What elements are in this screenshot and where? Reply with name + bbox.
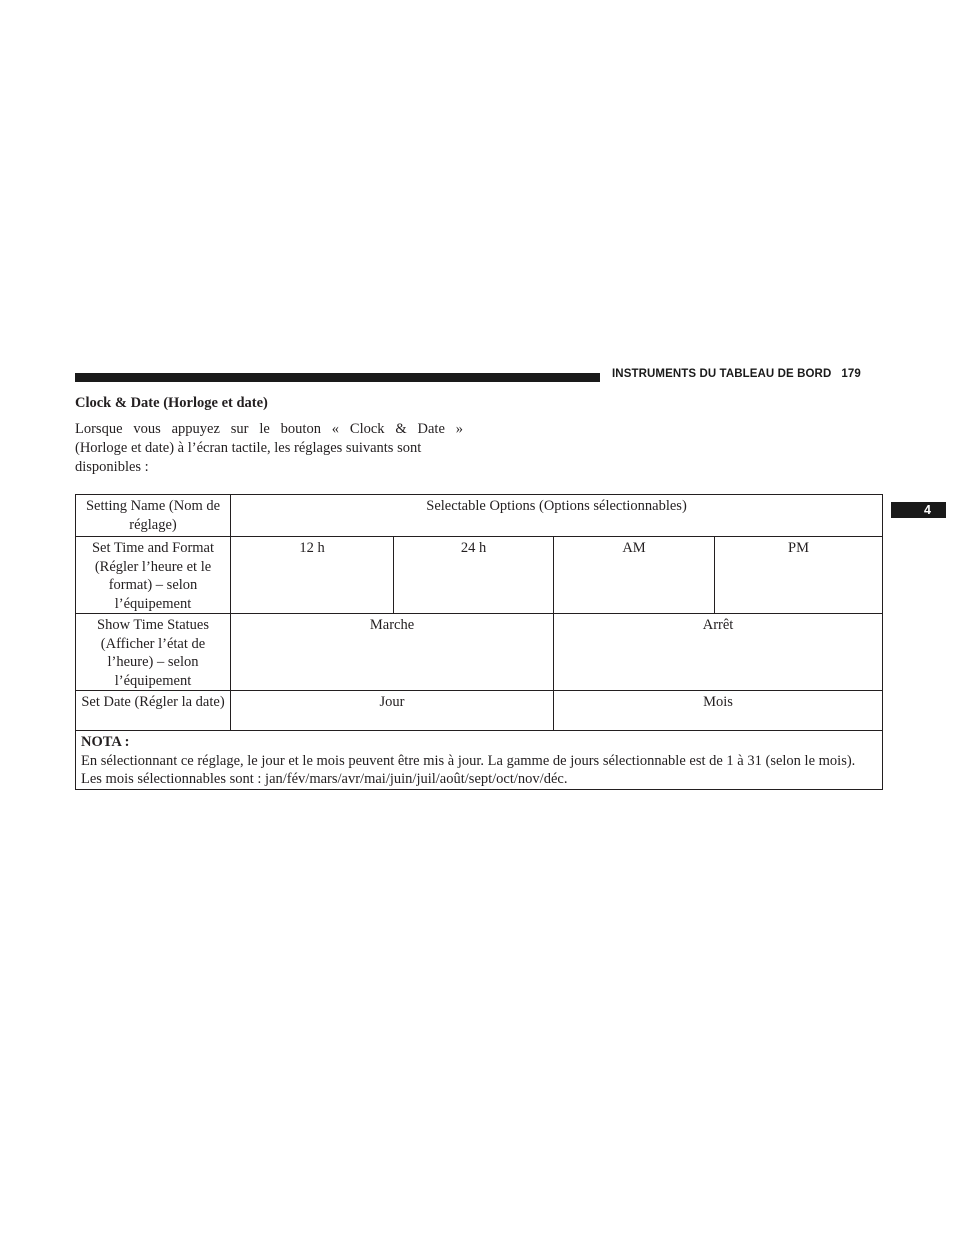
table-row bbox=[76, 614, 883, 691]
note-row bbox=[76, 731, 883, 790]
option-cell: Jour bbox=[231, 691, 554, 731]
note-cell bbox=[76, 731, 883, 790]
intro-line: (Horloge et date) à l’écran tactile, les réglages suivants sont bbox=[75, 440, 422, 456]
option-cell: Mois bbox=[554, 691, 883, 731]
option-cell: Arrêt bbox=[554, 614, 883, 691]
intro-line: Lorsque vous appuyez sur le bouton « Clock & Date » bbox=[75, 421, 463, 437]
setting-name: Set Date (Régler la date) bbox=[76, 691, 231, 731]
option-cell: Marche bbox=[231, 614, 554, 691]
table-row bbox=[76, 691, 883, 731]
table-row bbox=[76, 537, 883, 614]
intro-paragraph bbox=[75, 420, 463, 477]
setting-name: Show Time Statues (Afficher l’état de l’heure) – selon l’équipement bbox=[76, 614, 231, 691]
option-cell: PM bbox=[715, 537, 883, 614]
option-cell: 24 h bbox=[394, 537, 554, 614]
option-cell: 12 h bbox=[231, 537, 394, 614]
header-selectable-options: Selectable Options (Options sélectionnables) bbox=[231, 495, 883, 537]
note-label: NOTA : bbox=[81, 734, 130, 750]
settings-table bbox=[75, 494, 883, 790]
page-number: 179 bbox=[841, 368, 861, 380]
note-text: En sélectionnant ce réglage, le jour et le mois peuvent être mis à jour. La gamme de jours sélectionnable est de 1 à 31 (selon le mois). Les mois sélectionnables sont : jan/fév/mars/avr/mai/juin/juil/août/sept/oct/nov/déc. bbox=[81, 752, 856, 787]
section-heading: Clock & Date (Horloge et date) bbox=[75, 395, 268, 411]
header-setting-name: Setting Name (Nom de réglage) bbox=[76, 495, 231, 537]
table-header-row bbox=[76, 495, 883, 537]
header-title: INSTRUMENTS DU TABLEAU DE BORD bbox=[612, 368, 832, 380]
chapter-tab: 4 bbox=[891, 502, 946, 518]
setting-name: Set Time and Format (Régler l’heure et le format) – selon l’équipement bbox=[76, 537, 231, 614]
intro-line: disponibles : bbox=[75, 459, 149, 475]
header-rule bbox=[75, 373, 600, 382]
running-header bbox=[612, 368, 861, 380]
option-cell: AM bbox=[554, 537, 715, 614]
